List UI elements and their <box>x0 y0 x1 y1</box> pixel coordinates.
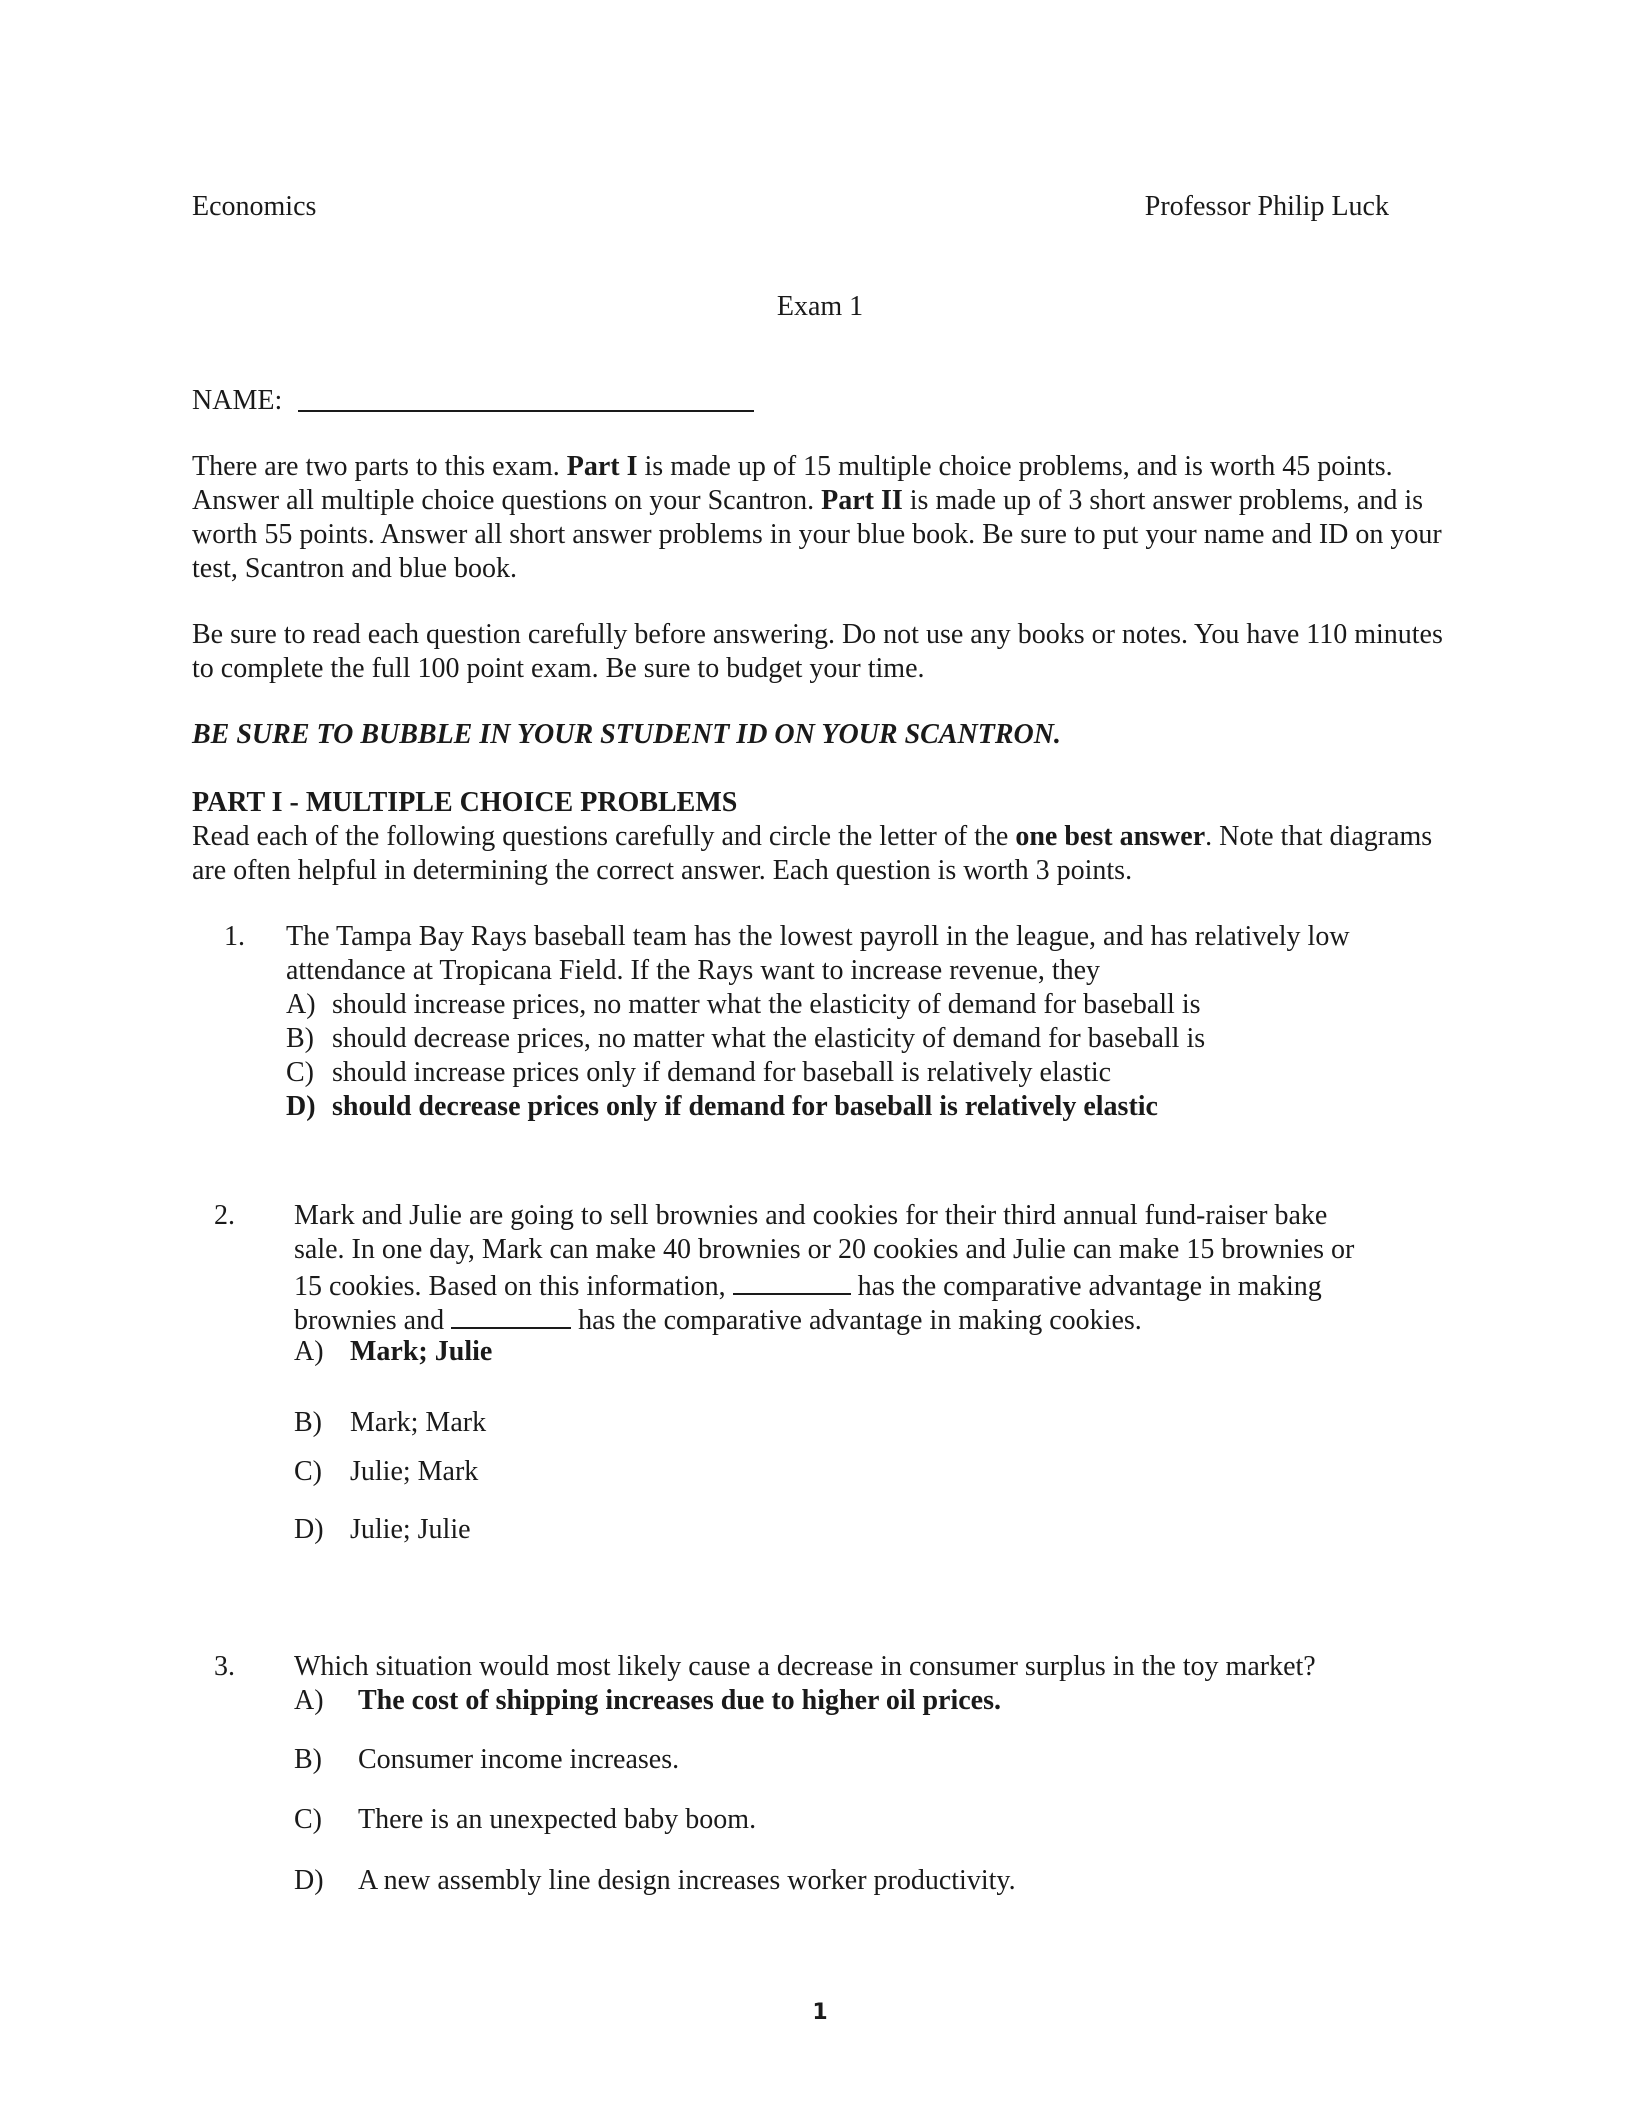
one-best-answer: one best answer <box>1015 821 1206 852</box>
question-text-line: sale. In one day, Mark can make 40 brownies or 20 cookies and Julie can make 15 brownies or <box>294 1234 1355 1265</box>
part-one-ref: Part I <box>566 451 638 482</box>
option-text: A new assembly line design increases worker productivity. <box>358 1865 1016 1896</box>
question-text: 15 cookies. Based on this information, <box>294 1271 733 1302</box>
option-text: The cost of shipping increases due to higher oil prices. <box>358 1685 1002 1716</box>
question-text: has the comparative advantage in making <box>850 1271 1322 1302</box>
option-letter: A) <box>294 1685 324 1716</box>
option-letter: D) <box>294 1514 324 1545</box>
question-text-line: The Tampa Bay Rays baseball team has the lowest payroll in the league, and has relatively low <box>286 921 1350 952</box>
option-letter: C) <box>286 1057 314 1088</box>
question-text: brownies and <box>294 1305 452 1336</box>
exam-title: Exam 1 <box>776 291 864 322</box>
professor-name: Professor Philip Luck <box>1144 191 1389 222</box>
option-letter: B) <box>286 1023 314 1054</box>
instructions-paragraph-1 <box>192 450 1452 586</box>
option-text: Consumer income increases. <box>358 1744 680 1775</box>
intro-text: . Note that diagrams are often helpful in determining the correct answer. Each question is worth 3 points. <box>192 821 1433 886</box>
option-text: Julie; Julie <box>350 1514 471 1545</box>
page-number: 1 <box>812 2000 828 2025</box>
question-text-line: Mark and Julie are going to sell brownies and cookies for their third annual fund-raiser bake <box>294 1200 1328 1231</box>
option-letter: C) <box>294 1456 322 1487</box>
question-number: 1. <box>224 921 245 952</box>
option-letter: C) <box>294 1804 322 1835</box>
option-text: should increase prices, no matter what the elasticity of demand for baseball is <box>332 989 1201 1020</box>
option-letter: B) <box>294 1407 322 1438</box>
option-text: Mark; Mark <box>350 1407 487 1438</box>
instr-text: There are two parts to this exam. <box>192 451 567 482</box>
intro-text: Read each of the following questions carefully and circle the letter of the <box>192 821 1016 852</box>
instr-text: is made up of 15 multiple choice problems, and is worth 45 points. Answer all multiple choice questions on your Scantron. <box>192 451 1393 516</box>
option-text: Mark; Julie <box>350 1336 493 1367</box>
question-number: 3. <box>214 1651 235 1682</box>
option-letter: B) <box>294 1744 322 1775</box>
option-letter: D) <box>286 1091 316 1122</box>
question-text-line: Which situation would most likely cause a decrease in consumer surplus in the toy market? <box>294 1651 1316 1682</box>
option-text: There is an unexpected baby boom. <box>358 1804 757 1835</box>
part-two-ref: Part II <box>821 485 903 516</box>
question-text: has the comparative advantage in making cookies. <box>571 1305 1142 1336</box>
fill-in-blank <box>733 1267 851 1295</box>
option-text: should increase prices only if demand for baseball is relatively elastic <box>332 1057 1112 1088</box>
name-label: NAME: <box>192 385 283 416</box>
option-text: should decrease prices, no matter what the elasticity of demand for baseball is <box>332 1023 1206 1054</box>
part-one-heading: PART I - MULTIPLE CHOICE PROBLEMS <box>192 787 738 818</box>
name-blank-line[interactable] <box>298 410 754 412</box>
option-letter: D) <box>294 1865 324 1896</box>
scantron-notice: BE SURE TO BUBBLE IN YOUR STUDENT ID ON YOUR SCANTRON. <box>192 719 1061 750</box>
fill-in-blank <box>451 1301 571 1329</box>
part-one-intro <box>192 820 1452 888</box>
option-text: should decrease prices only if demand for baseball is relatively elastic <box>332 1091 1158 1122</box>
option-letter: A) <box>286 989 316 1020</box>
question-text-line: attendance at Tropicana Field. If the Rays want to increase revenue, they <box>286 955 1101 986</box>
question-text-line <box>294 1267 1322 1304</box>
option-text: Julie; Mark <box>350 1456 479 1487</box>
course-name: Economics <box>192 191 317 222</box>
question-text-line <box>294 1301 1142 1338</box>
instructions-paragraph-2: Be sure to read each question carefully before answering. Do not use any books or notes. You have 110 minutes to complete the full 100 point exam. Be sure to budget your time. <box>192 619 1443 684</box>
option-letter: A) <box>294 1336 324 1367</box>
instr-text: is made up of 3 short answer problems, and is worth 55 points. Answer all short answer problems in your blue book. Be sure to put your name and ID on your test, Scantron and blue book. <box>192 485 1442 584</box>
question-number: 2. <box>214 1200 235 1231</box>
